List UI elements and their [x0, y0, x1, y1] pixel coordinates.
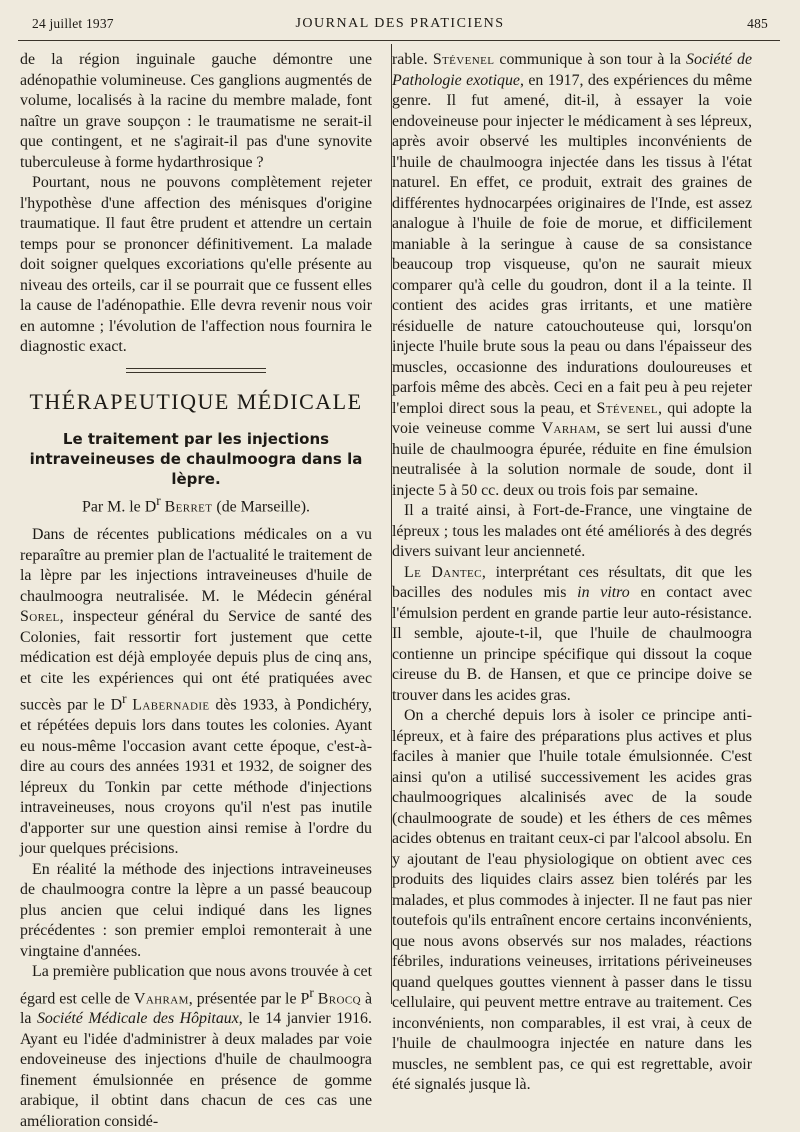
separator-rule	[126, 368, 266, 373]
article-title: Le traitement par les injections intraveineuses de chaulmoogra dans la lèpre.	[29, 429, 363, 488]
byline: Par M. le $D^r$ Berret (de Marseille).	[82, 492, 310, 515]
paragraph: En réalité la méthode des injections intraveineuses de chaulmoogra contre la lèpre a un passé beaucoup plus ancien que celui indiqué dans les lignes précédentes : son premier emploi remonterait à une vingtaine d'années.	[20, 860, 372, 960]
paragraph: Pourtant, nous ne pouvons complètement rejeter l'hypothèse d'une affection des ménisques d'origine traumatique. Il faut être prudent et attendre un certain temps pour se prononcer définitivement. La malade doit soigner quelques excoriations qu'elle présente au niveau des orteils, car il se pourrait que ce fussent elles la cause de l'adénopathie. Elle devra revenir nous voir en automne ; l'évolution de l'affection nous fournira le diagnostic exact.	[20, 174, 372, 355]
left-column	[20, 50, 372, 1132]
running-head	[30, 14, 770, 36]
right-column	[392, 50, 752, 1096]
paragraph: Le Dantec, interprétant ces résultats, dit que les bacilles des nodules mis in vitro en contact avec l'émulsion perdent en grande partie leur auto-résistance. Il semble, ajoute-t-il, que l'huile de chaulmoogra contienne un principe spécifique qui dissout la coque cireuse du B. de Hansen, et que ce principe doive se trouver dans les acides gras.	[392, 563, 752, 704]
paragraph: Dans de récentes publications médicales on a vu reparaître au premier plan de l'actualité le traitement de la lèpre par les injections intraveineuses d'huile de chaulmoogra neutralisée. M. le Médecin général Sorel, inspecteur général du Service de santé des Colonies, fait ressortir fort justement que cette médication est déjà employée depuis plus de cinq ans, et cite les expériences qui ont été pratiquées avec succès par le $D^r$ Labernadie dès 1933, à Pondichéry, et répétées depuis lors dans toutes les colonies. Ayant eu nous-même l'occasion avant cette époque, c'est-à-dire au cours des années 1931 et 1932, de soigner des lépreux du Tonkin par cette méthode d'injections intraveineuses, nous croyons qu'il n'est pas inutile d'apporter sur une question ainsi remise à l'ordre du jour quelques précisions.	[20, 526, 372, 858]
paragraph: rable. Stévenel communique à son tour à la Société de Pathologie exotique, en 1917, des expériences du même genre. Il fut amené, dit-il, à essayer la voie endoveineuse pour injecter le médicament à ses lépreux, après avoir observé les multiples inconvénients de l'huile de chaulmoogra injectée dans les tissus à l'état naturel. En effet, ce produit, extrait des graines de différentes hydnocarpées originaires de l'Inde, est assez analogue à l'huile de foie de morue, et difficilement maniable à la seringue à cause de sa consistance beaucoup trop visqueuse, qu'on ne saurait mieux comparer qu'à celle du goudron, dont il a la teinte. Il contient des acides gras irritants, et une matière résiduelle de nature catouchouteuse qui, lorsqu'on injecte l'huile brute sous la peau ou dans l'épaisseur des muscles, occasionne des indurations douloureuses et parfois même des abcès. Ceci en a fait peu à peu rejeter l'emploi direct sous la peau, et Stévenel, qui adopte la voie veineuse comme Varham, se sert lui aussi d'une huile de chaulmoogra épurée, réduite en fine émulsion neutralisée à la solution normale de soude, dont il injecte 5 à 50 cc. deux ou trois fois par semaine.	[392, 51, 753, 499]
paragraph: La première publication que nous avons trouvée à cet égard est celle de Vahram, présentée par le $P^r$ Brocq à la Société Médicale des Hôpitaux, le 14 janvier 1916. Ayant eu l'idée d'administrer à deux malades par voie endoveineuse des injections d'huile de chaulmoogra finement émulsionnée en présence de gomme arabique, il obtint dans chacun de ces cas une amélioration considé-	[20, 963, 373, 1130]
page-number: 485	[747, 16, 768, 31]
author-name: Berret	[164, 497, 213, 515]
journal-title: JOURNAL DES PRATICIENS	[295, 16, 505, 31]
section-title: THÉRAPEUTIQUE MÉDICALE	[29, 388, 363, 414]
paragraph: de la région inguinale gauche démontre une adénopathie volumineuse. Ces ganglions augmentés de volume, localisés à la racine du membre malade, font naître un grave soupçon : le traumatisme ne serait-il que contingent, et ne s'agirait-il pas d'une synovite tuberculeuse à forme hydarthrosique ?	[20, 51, 372, 171]
paragraph: Il a traité ainsi, à Fort-de-France, une vingtaine de lépreux ; tous les malades ont été améliorés à des degrés divers suivant leur ancienneté.	[392, 502, 752, 560]
paragraph: On a cherché depuis lors à isoler ce principe anti-lépreux, et à faire des préparations plus actives et plus faciles à manier que l'huile totale émulsionnée. C'est ainsi qu'on a utilisé successivement les acides gras chaulmoogriques alcalinisés avec de la soude (chaulmoograte de soude) et les éthers de ces mêmes acides obtenus en traitant ceux-ci par l'alcool absolu. En y ajoutant de l'eau physiologique on obtient avec ces produits des liquides clairs assez bien tolérés par les malades, et plus commodes à injecter. Il ne faut pas nier toutefois qu'ils entraînent encore certains inconvénients, que nous avons observés sur nos malades, réactions fébriles, indurations veineuses, irritations périveineuses quand quelques gouttes viennent à passer dans le tissu cellulaire, qui peuvent mettre entrave au traitement. Ces inconvénients, non comparables, il est vrai, à ceux de l'huile de chaulmoogra injectée en nature dans les muscles, ne semblent pas, ce qui est regrettable, avoir été signalés jusque là.	[392, 707, 752, 1093]
header-rule	[18, 40, 780, 41]
issue-date: 24 juillet 1937	[32, 16, 114, 31]
